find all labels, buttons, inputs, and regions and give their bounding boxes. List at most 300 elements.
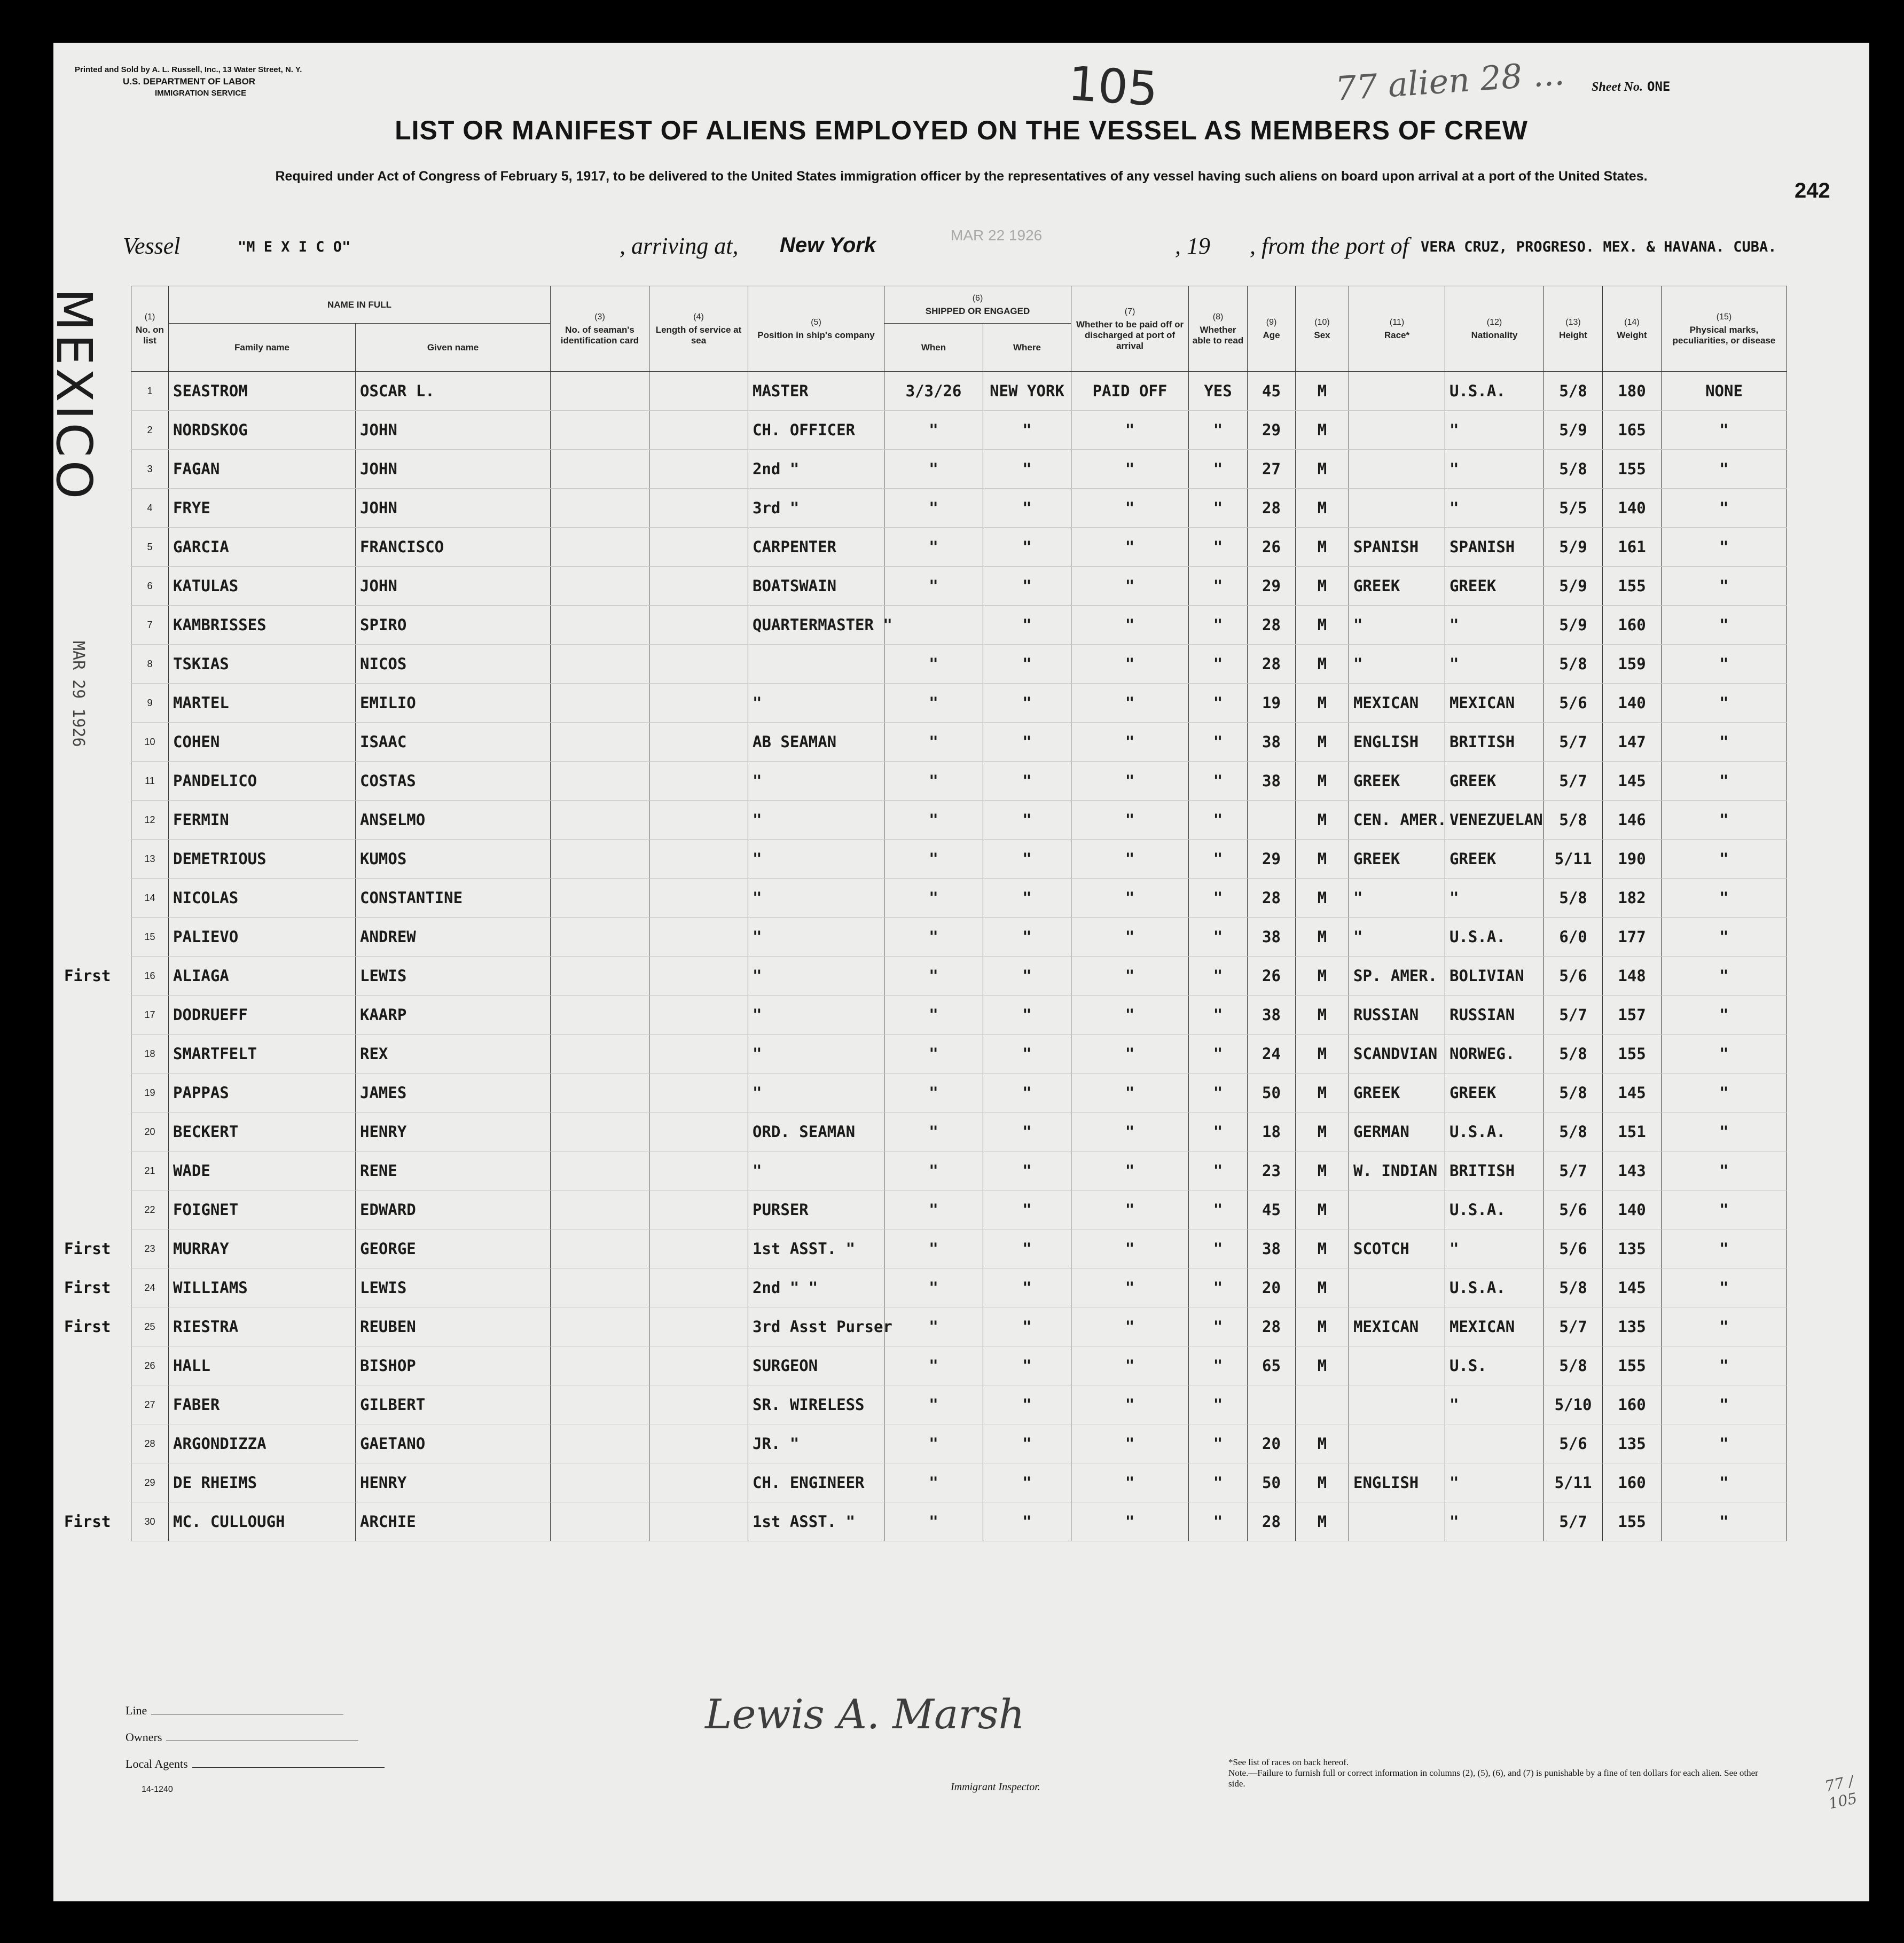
row-number: 12	[131, 801, 169, 840]
nationality-cell: U.S.A.	[1445, 372, 1544, 411]
height-cell: 5/8	[1544, 1268, 1603, 1307]
service-cell	[649, 372, 748, 411]
nationality-cell: "	[1445, 489, 1544, 528]
age-cell: 28	[1248, 606, 1296, 645]
col-nationality-header: (12) Nationality	[1445, 286, 1544, 372]
weight-cell: 147	[1603, 723, 1662, 762]
where-cell: "	[983, 996, 1071, 1035]
service-cell	[649, 606, 748, 645]
weight-cell: 155	[1603, 450, 1662, 489]
weight-cell: 180	[1603, 372, 1662, 411]
col-age-header: (9) Age	[1248, 286, 1296, 372]
race-cell	[1349, 372, 1445, 411]
when-cell: 3/3/26	[884, 372, 983, 411]
read-cell: "	[1189, 840, 1248, 879]
nationality-cell: "	[1445, 411, 1544, 450]
age-cell: 20	[1248, 1424, 1296, 1463]
col-shipped-header: (6) SHIPPED OR ENGAGED	[884, 286, 1071, 324]
handwritten-number: 105	[1066, 56, 1160, 117]
paid-cell: "	[1071, 996, 1189, 1035]
col-weight-header: (14) Weight	[1603, 286, 1662, 372]
weight-cell: 135	[1603, 1229, 1662, 1268]
sex-cell: M	[1296, 879, 1349, 918]
marks-cell: "	[1662, 567, 1787, 606]
age-cell: 45	[1248, 372, 1296, 411]
nationality-cell: "	[1445, 450, 1544, 489]
crew-rows	[131, 372, 1787, 1541]
marks-cell: "	[1662, 489, 1787, 528]
form-number: 14-1240	[142, 1785, 173, 1794]
service-cell	[649, 918, 748, 957]
given-name: EMILIO	[356, 684, 551, 723]
col-race-header: (11) Race*	[1349, 286, 1445, 372]
paid-cell: "	[1071, 723, 1189, 762]
row-number: 25	[131, 1307, 169, 1346]
race-cell: GREEK	[1349, 762, 1445, 801]
weight-cell: 159	[1603, 645, 1662, 684]
when-cell: "	[884, 528, 983, 567]
id-card-cell	[551, 1463, 649, 1502]
service: IMMIGRATION SERVICE	[155, 89, 247, 98]
table-row	[131, 723, 1787, 762]
when-cell: "	[884, 1268, 983, 1307]
paid-cell: "	[1071, 606, 1189, 645]
first-note: First	[64, 1318, 111, 1336]
position-cell: "	[748, 762, 884, 801]
id-card-cell	[551, 411, 649, 450]
read-cell: "	[1189, 957, 1248, 996]
marks-cell: "	[1662, 1346, 1787, 1385]
age-cell	[1248, 801, 1296, 840]
inspector-signature: Lewis A. Marsh	[705, 1690, 1025, 1738]
family-name: PAPPAS	[169, 1074, 356, 1112]
marks-cell: "	[1662, 1229, 1787, 1268]
sex-cell: M	[1296, 684, 1349, 723]
weight-cell: 155	[1603, 1346, 1662, 1385]
from-label: , from the port of	[1250, 233, 1409, 259]
weight-cell: 135	[1603, 1424, 1662, 1463]
sex-cell: M	[1296, 645, 1349, 684]
when-cell: "	[884, 801, 983, 840]
id-card-cell	[551, 1074, 649, 1112]
when-cell: "	[884, 762, 983, 801]
sex-cell: M	[1296, 918, 1349, 957]
where-cell: "	[983, 1112, 1071, 1151]
height-cell: 5/8	[1544, 801, 1603, 840]
paid-cell: "	[1071, 957, 1189, 996]
given-name: COSTAS	[356, 762, 551, 801]
row-number: 8	[131, 645, 169, 684]
paid-cell: "	[1071, 1112, 1189, 1151]
nationality-cell: BRITISH	[1445, 723, 1544, 762]
given-name: OSCAR L.	[356, 372, 551, 411]
paid-cell: "	[1071, 1463, 1189, 1502]
given-name: CONSTANTINE	[356, 879, 551, 918]
weight-cell: 155	[1603, 1035, 1662, 1074]
position-cell: "	[748, 1074, 884, 1112]
row-number: 15	[131, 918, 169, 957]
height-cell: 5/7	[1544, 1502, 1603, 1541]
table-row	[131, 1112, 1787, 1151]
year-label: , 19	[1175, 233, 1210, 259]
read-cell: "	[1189, 1463, 1248, 1502]
nationality-cell: RUSSIAN	[1445, 996, 1544, 1035]
inspector-label: Immigrant Inspector.	[951, 1781, 1040, 1793]
table-row	[131, 1502, 1787, 1541]
id-card-cell	[551, 1307, 649, 1346]
table-row	[131, 879, 1787, 918]
family-name: PANDELICO	[169, 762, 356, 801]
nationality-cell: GREEK	[1445, 1074, 1544, 1112]
position-cell: "	[748, 879, 884, 918]
paid-cell: "	[1071, 411, 1189, 450]
sex-cell: M	[1296, 840, 1349, 879]
service-cell	[649, 684, 748, 723]
table-row	[131, 1151, 1787, 1190]
age-cell: 38	[1248, 918, 1296, 957]
col-height-header: (13) Height	[1544, 286, 1603, 372]
weight-cell: 145	[1603, 1074, 1662, 1112]
row-number: 11	[131, 762, 169, 801]
nationality-cell: "	[1445, 1229, 1544, 1268]
given-name: ANDREW	[356, 918, 551, 957]
id-card-cell	[551, 528, 649, 567]
service-cell	[649, 411, 748, 450]
table-row	[131, 1190, 1787, 1229]
sex-cell: M	[1296, 1463, 1349, 1502]
read-cell: "	[1189, 1385, 1248, 1424]
age-cell: 45	[1248, 1190, 1296, 1229]
id-card-cell	[551, 1112, 649, 1151]
marks-cell: "	[1662, 1112, 1787, 1151]
id-card-cell	[551, 1268, 649, 1307]
when-cell: "	[884, 957, 983, 996]
read-cell: "	[1189, 1229, 1248, 1268]
row-number: 27	[131, 1385, 169, 1424]
marks-cell: "	[1662, 723, 1787, 762]
where-cell: "	[983, 1463, 1071, 1502]
id-card-cell	[551, 567, 649, 606]
id-card-cell	[551, 918, 649, 957]
paid-cell: "	[1071, 1229, 1189, 1268]
id-card-cell	[551, 645, 649, 684]
age-cell: 26	[1248, 957, 1296, 996]
marks-cell: "	[1662, 606, 1787, 645]
given-name: RENE	[356, 1151, 551, 1190]
sex-cell: M	[1296, 489, 1349, 528]
race-cell: GERMAN	[1349, 1112, 1445, 1151]
family-name: ALIAGA	[169, 957, 356, 996]
read-cell: "	[1189, 489, 1248, 528]
page-subtitle: Required under Act of Congress of February 5, 1917, to be delivered to the United States immigration officer by the representatives of any vessel having such aliens on board upon arrival at a port of the United States.	[275, 169, 1648, 184]
where-cell: "	[983, 411, 1071, 450]
service-cell	[649, 1502, 748, 1541]
marks-cell: "	[1662, 1074, 1787, 1112]
where-cell: "	[983, 1151, 1071, 1190]
position-cell: BOATSWAIN	[748, 567, 884, 606]
read-cell: "	[1189, 684, 1248, 723]
table-row	[131, 567, 1787, 606]
read-cell: "	[1189, 411, 1248, 450]
family-name: RIESTRA	[169, 1307, 356, 1346]
position-cell: "	[748, 1035, 884, 1074]
col-sex-header: (10) Sex	[1296, 286, 1349, 372]
race-cell	[1349, 1385, 1445, 1424]
age-cell: 28	[1248, 879, 1296, 918]
family-name: PALIEVO	[169, 918, 356, 957]
position-cell: CARPENTER	[748, 528, 884, 567]
race-cell: SPANISH	[1349, 528, 1445, 567]
service-cell	[649, 528, 748, 567]
given-name: JOHN	[356, 411, 551, 450]
position-cell: CH. ENGINEER	[748, 1463, 884, 1502]
given-name: KAARP	[356, 996, 551, 1035]
service-cell	[649, 450, 748, 489]
id-card-cell	[551, 801, 649, 840]
age-cell: 26	[1248, 528, 1296, 567]
given-name: SPIRO	[356, 606, 551, 645]
given-name: GEORGE	[356, 1229, 551, 1268]
position-cell: QUARTERMASTER "	[748, 606, 884, 645]
read-cell: "	[1189, 1035, 1248, 1074]
sex-cell: M	[1296, 1229, 1349, 1268]
when-cell: "	[884, 1424, 983, 1463]
family-name: NICOLAS	[169, 879, 356, 918]
height-cell: 5/11	[1544, 1463, 1603, 1502]
read-cell: "	[1189, 1307, 1248, 1346]
table-row	[131, 528, 1787, 567]
weight-cell: 155	[1603, 567, 1662, 606]
row-number: 21	[131, 1151, 169, 1190]
when-cell: "	[884, 684, 983, 723]
row-number: 13	[131, 840, 169, 879]
when-cell: "	[884, 1229, 983, 1268]
row-number: 28	[131, 1424, 169, 1463]
side-date-stamp: MAR 29 1926	[69, 641, 88, 747]
handwritten-count: 77 alien 28 ...	[1334, 53, 1566, 108]
age-cell: 28	[1248, 1502, 1296, 1541]
where-cell: "	[983, 879, 1071, 918]
marks-cell: "	[1662, 918, 1787, 957]
height-cell: 5/6	[1544, 1229, 1603, 1268]
age-cell: 29	[1248, 840, 1296, 879]
where-cell: "	[983, 1035, 1071, 1074]
id-card-cell	[551, 996, 649, 1035]
position-cell: SR. WIRELESS	[748, 1385, 884, 1424]
from-port: VERA CRUZ, PROGRESO. MEX. & HAVANA. CUBA.	[1421, 239, 1777, 255]
height-cell: 5/9	[1544, 528, 1603, 567]
nationality-cell: SPANISH	[1445, 528, 1544, 567]
where-cell: "	[983, 1190, 1071, 1229]
where-cell: "	[983, 1346, 1071, 1385]
read-cell: "	[1189, 528, 1248, 567]
age-cell: 38	[1248, 723, 1296, 762]
when-cell: "	[884, 489, 983, 528]
service-cell	[649, 1346, 748, 1385]
nationality-cell: "	[1445, 1502, 1544, 1541]
sex-cell: M	[1296, 567, 1349, 606]
height-cell: 5/5	[1544, 489, 1603, 528]
where-cell: "	[983, 450, 1071, 489]
family-name: MURRAY	[169, 1229, 356, 1268]
service-cell	[649, 840, 748, 879]
family-name: WADE	[169, 1151, 356, 1190]
read-cell: "	[1189, 1502, 1248, 1541]
id-card-cell	[551, 723, 649, 762]
age-cell: 29	[1248, 411, 1296, 450]
id-card-cell	[551, 1229, 649, 1268]
age-cell: 28	[1248, 1307, 1296, 1346]
paid-cell: "	[1071, 1346, 1189, 1385]
col-where-header: Where	[983, 324, 1071, 372]
row-number: 4	[131, 489, 169, 528]
nationality-cell: GREEK	[1445, 567, 1544, 606]
marks-cell: "	[1662, 1151, 1787, 1190]
family-name: MARTEL	[169, 684, 356, 723]
read-cell: "	[1189, 606, 1248, 645]
given-name: ANSELMO	[356, 801, 551, 840]
first-note: First	[64, 1513, 111, 1531]
read-cell: "	[1189, 918, 1248, 957]
when-cell: "	[884, 723, 983, 762]
sheet-label: Sheet No.	[1592, 80, 1643, 94]
weight-cell: 148	[1603, 957, 1662, 996]
paid-cell: "	[1071, 879, 1189, 918]
row-number: 9	[131, 684, 169, 723]
service-cell	[649, 645, 748, 684]
marks-cell: "	[1662, 1190, 1787, 1229]
id-card-cell	[551, 489, 649, 528]
nationality-cell: U.S.A.	[1445, 1112, 1544, 1151]
position-cell: MASTER	[748, 372, 884, 411]
where-cell: "	[983, 723, 1071, 762]
family-name: TSKIAS	[169, 645, 356, 684]
weight-cell: 135	[1603, 1307, 1662, 1346]
footnote	[1228, 1757, 1762, 1789]
weight-cell: 190	[1603, 840, 1662, 879]
weight-cell: 140	[1603, 684, 1662, 723]
marks-cell: "	[1662, 450, 1787, 489]
col-paid-header: (7) Whether to be paid off or discharged at port of arrival	[1071, 286, 1189, 372]
family-name: NORDSKOG	[169, 411, 356, 450]
where-cell: "	[983, 645, 1071, 684]
sex-cell: M	[1296, 1424, 1349, 1463]
weight-cell: 160	[1603, 1385, 1662, 1424]
service-cell	[649, 1268, 748, 1307]
where-cell: "	[983, 801, 1071, 840]
sex-cell: M	[1296, 1112, 1349, 1151]
manifest-sheet	[45, 43, 1869, 1901]
paid-cell: "	[1071, 567, 1189, 606]
line-field: Line	[126, 1704, 343, 1718]
read-cell: "	[1189, 723, 1248, 762]
read-cell: "	[1189, 1151, 1248, 1190]
position-cell: "	[748, 957, 884, 996]
given-name: JAMES	[356, 1074, 551, 1112]
read-cell: "	[1189, 801, 1248, 840]
nationality-cell: "	[1445, 1385, 1544, 1424]
race-cell: SCANDVIAN	[1349, 1035, 1445, 1074]
crew-table	[131, 286, 1787, 1541]
race-cell	[1349, 1502, 1445, 1541]
race-cell	[1349, 1424, 1445, 1463]
race-cell: CEN. AMER.	[1349, 801, 1445, 840]
read-cell: "	[1189, 1424, 1248, 1463]
given-name: JOHN	[356, 567, 551, 606]
row-number: 14	[131, 879, 169, 918]
position-cell: 2nd " "	[748, 1268, 884, 1307]
age-cell: 38	[1248, 996, 1296, 1035]
nationality-cell: NORWEG.	[1445, 1035, 1544, 1074]
paid-cell: "	[1071, 918, 1189, 957]
when-cell: "	[884, 1190, 983, 1229]
read-cell: "	[1189, 879, 1248, 918]
read-cell: "	[1189, 1112, 1248, 1151]
paid-cell: "	[1071, 528, 1189, 567]
height-cell: 5/7	[1544, 1307, 1603, 1346]
race-cell: GREEK	[1349, 1074, 1445, 1112]
age-cell: 38	[1248, 762, 1296, 801]
agents-field: Local Agents	[126, 1757, 385, 1771]
where-cell: "	[983, 762, 1071, 801]
table-row	[131, 1074, 1787, 1112]
sex-cell: M	[1296, 1268, 1349, 1307]
service-cell	[649, 1035, 748, 1074]
first-note: First	[64, 1279, 111, 1297]
race-cell: MEXICAN	[1349, 684, 1445, 723]
sex-cell: M	[1296, 1035, 1349, 1074]
marks-cell: "	[1662, 840, 1787, 879]
id-card-cell	[551, 957, 649, 996]
nationality-cell: "	[1445, 1463, 1544, 1502]
race-cell: SP. AMER.	[1349, 957, 1445, 996]
where-cell: "	[983, 1268, 1071, 1307]
family-name: DODRUEFF	[169, 996, 356, 1035]
age-cell: 50	[1248, 1074, 1296, 1112]
given-name: ISAAC	[356, 723, 551, 762]
sex-cell: M	[1296, 1307, 1349, 1346]
nationality-cell: BRITISH	[1445, 1151, 1544, 1190]
sex-cell: M	[1296, 411, 1349, 450]
nationality-cell	[1445, 1424, 1544, 1463]
service-cell	[649, 957, 748, 996]
position-cell: 1st ASST. "	[748, 1229, 884, 1268]
when-cell: "	[884, 879, 983, 918]
where-cell: "	[983, 489, 1071, 528]
service-cell	[649, 1463, 748, 1502]
sex-cell: M	[1296, 996, 1349, 1035]
position-cell: ORD. SEAMAN	[748, 1112, 884, 1151]
age-cell	[1248, 1385, 1296, 1424]
service-cell	[649, 489, 748, 528]
height-cell: 5/6	[1544, 1424, 1603, 1463]
marks-cell: "	[1662, 996, 1787, 1035]
sex-cell: M	[1296, 801, 1349, 840]
table-row	[131, 1229, 1787, 1268]
vessel-name: "M E X I C O"	[238, 239, 351, 255]
weight-cell: 151	[1603, 1112, 1662, 1151]
race-cell: W. INDIAN	[1349, 1151, 1445, 1190]
first-note: First	[64, 1240, 111, 1258]
weight-cell: 160	[1603, 606, 1662, 645]
given-name: REX	[356, 1035, 551, 1074]
table-row	[131, 1424, 1787, 1463]
where-cell: "	[983, 1502, 1071, 1541]
family-name: DEMETRIOUS	[169, 840, 356, 879]
height-cell: 5/8	[1544, 1035, 1603, 1074]
footnote-penalty: Note.—Failure to furnish full or correct information in columns (2), (5), (6), and (7) is punishable by a fine of ten dollars for each alien. See other side.	[1228, 1768, 1758, 1789]
race-cell: "	[1349, 918, 1445, 957]
